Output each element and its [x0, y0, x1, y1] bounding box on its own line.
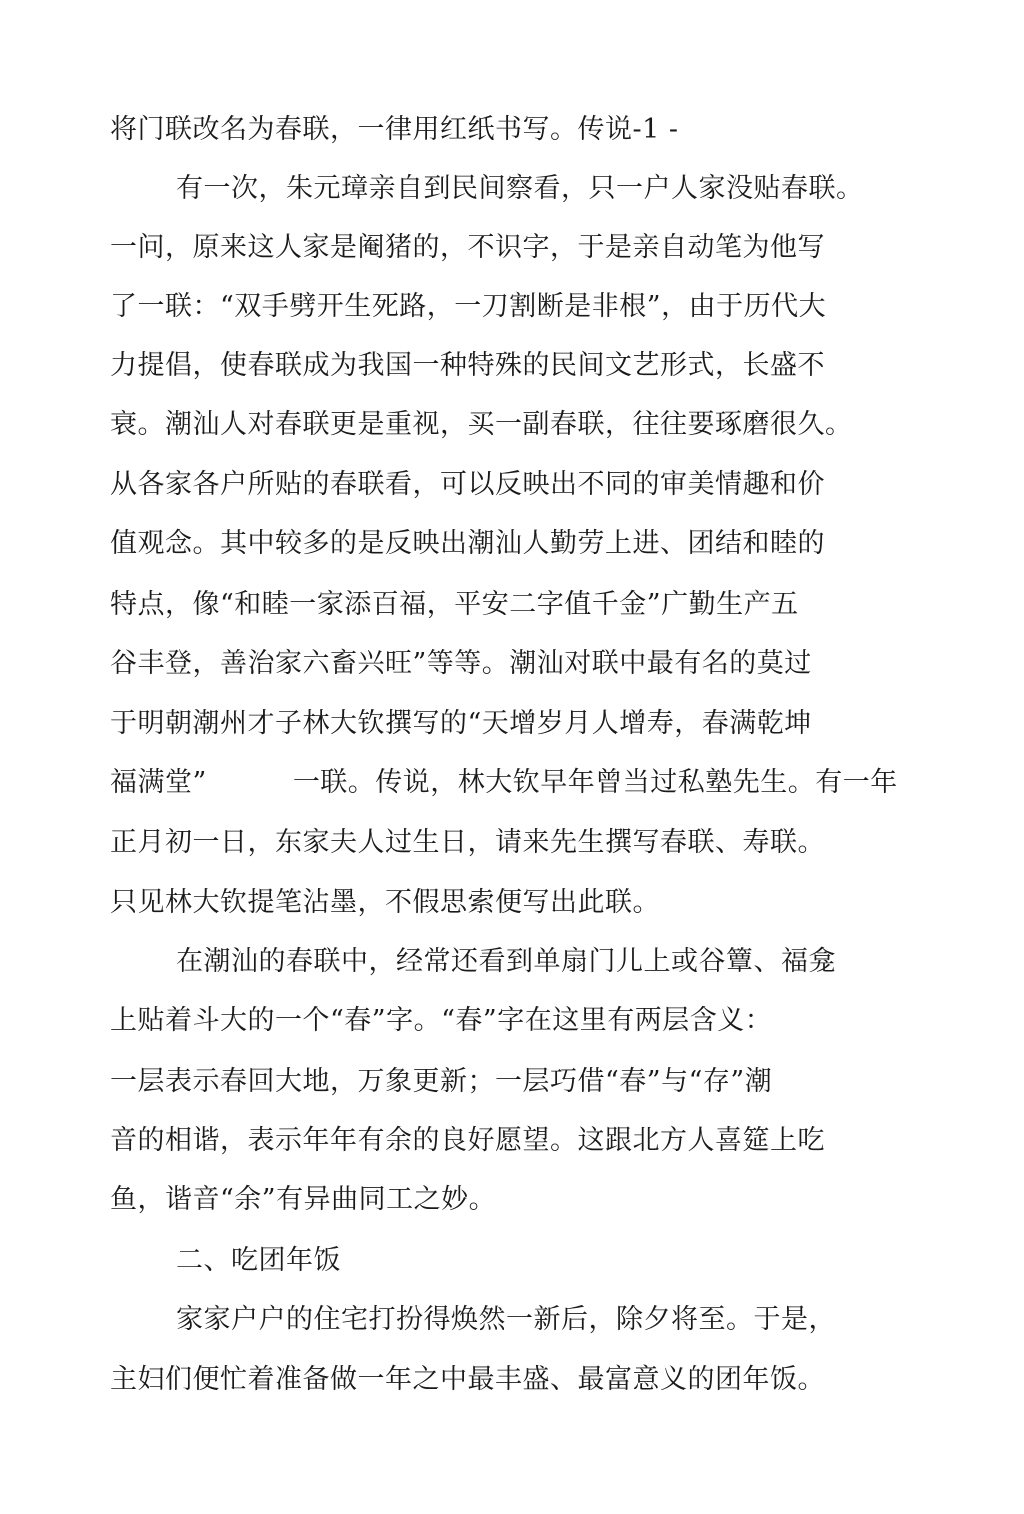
section-heading: 二、吃团年饭 [176, 1245, 341, 1276]
text-line: 特点，像“和睦一家添百福，平安二字值千金”广勤生产五 [110, 589, 799, 620]
text-line: 一层表示春回大地，万象更新；一层巧借“春”与“存”潮 [110, 1066, 773, 1097]
paragraph-start: 在潮汕的春联中，经常还看到单扇门儿上或谷簟、福龛 [176, 946, 836, 977]
text-line: 衰。潮汕人对春联更是重视，买一副春联，往往要琢磨很久。 [110, 409, 853, 440]
text-line: 正月初一日，东家夫人过生日，请来先生撰写春联、寿联。 [110, 827, 825, 858]
text-line: 一问，原来这人家是阉猪的，不识字，于是亲自动笔为他写 [110, 232, 825, 263]
paragraph-start: 有一次，朱元璋亲自到民间察看，只一户人家没贴春联。 [176, 173, 864, 204]
text-line: 于明朝潮州才子林大钦撰写的“天增岁月人增寿，春满乾坤 [110, 708, 812, 739]
text-line: 主妇们便忙着准备做一年之中最丰盛、最富意义的团年饭。 [110, 1364, 825, 1395]
text-line: 鱼，谐音“余”有异曲同工之妙。 [110, 1184, 497, 1215]
text-line: 力提倡，使春联成为我国一种特殊的民间文艺形式，长盛不 [110, 350, 825, 381]
text-line: 只见林大钦提笔沾墨，不假思索便写出此联。 [110, 887, 660, 918]
paragraph-start: 家家户户的住宅打扮得焕然一新后，除夕将至。于是， [176, 1304, 836, 1335]
text-fragment: 一联。传说，林大钦早年曾当过私塾先生。有一年 [292, 767, 898, 798]
text-line: 从各家各户所贴的春联看，可以反映出不同的审美情趣和价 [110, 469, 825, 500]
text-line: 将门联改名为春联，一律用红纸书写。传说-1 - [110, 114, 679, 145]
text-line: 值观念。其中较多的是反映出潮汕人勤劳上进、团结和睦的 [110, 528, 825, 559]
text-fragment: 福满堂” [110, 767, 207, 798]
text-line: 了一联：“双手劈开生死路，一刀割断是非根”，由于历代大 [110, 291, 827, 322]
text-line-split [110, 766, 898, 800]
text-line: 音的相谐，表示年年有余的良好愿望。这跟北方人喜筵上吃 [110, 1125, 825, 1156]
text-line: 上贴着斗大的一个“春”字。“春”字在这里有两层含义： [110, 1005, 773, 1036]
text-line: 谷丰登，善治家六畜兴旺”等等。潮汕对联中最有名的莫过 [110, 648, 812, 679]
